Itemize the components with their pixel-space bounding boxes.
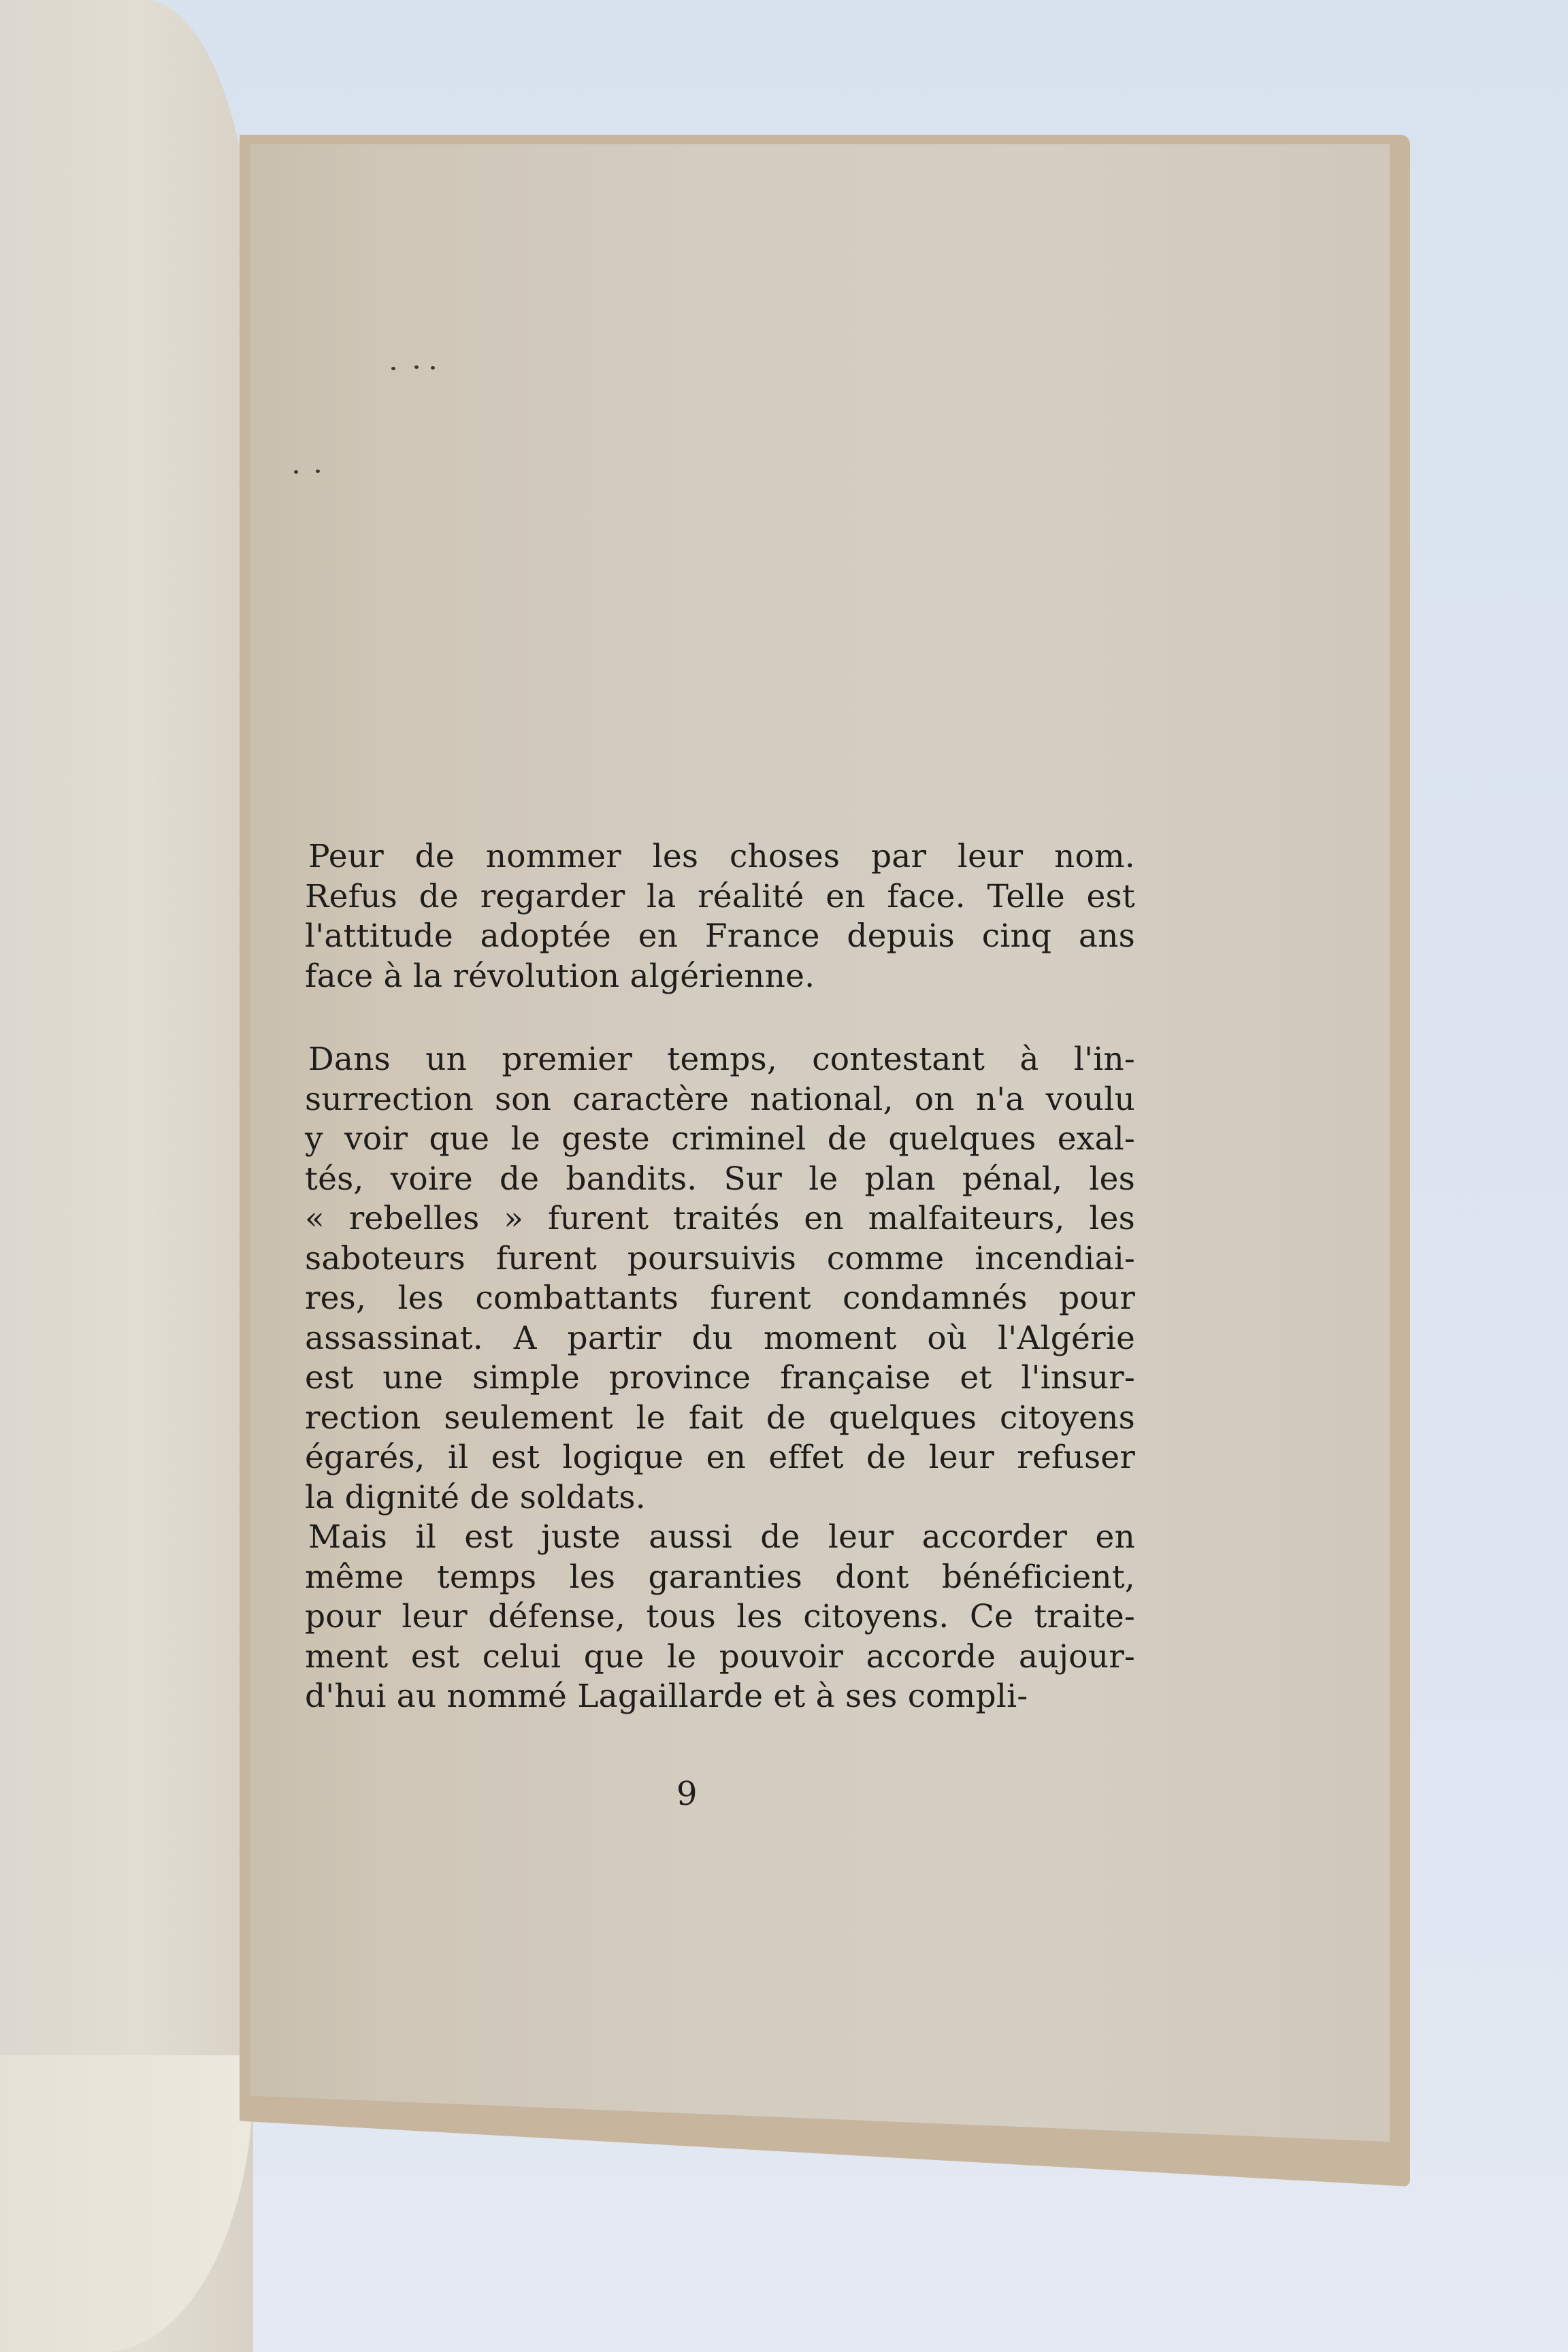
word: de — [766, 1399, 806, 1437]
word: l'attitude — [305, 917, 453, 955]
word: refuser — [1017, 1439, 1135, 1476]
word: citoyens. — [803, 1598, 949, 1635]
word: regarder — [480, 877, 625, 915]
word: Mais — [308, 1518, 388, 1556]
word: les — [1089, 1160, 1135, 1198]
word: même — [305, 1558, 404, 1596]
text-line — [305, 1478, 1135, 1518]
word: y — [305, 1120, 323, 1158]
word: ment — [305, 1637, 389, 1676]
word: il — [447, 1439, 469, 1476]
paragraph-3 — [305, 1518, 1135, 1717]
line-text: d'hui au nommé Lagaillarde et à ses compli- — [305, 1678, 1028, 1715]
word: de — [499, 1160, 540, 1198]
word: en — [826, 877, 866, 915]
word: les — [569, 1558, 616, 1596]
word: est — [305, 1359, 354, 1396]
word: le — [666, 1637, 697, 1676]
text-line — [305, 1677, 1135, 1717]
word: tous — [646, 1598, 716, 1635]
word: du — [691, 1319, 734, 1357]
word: garanties — [648, 1558, 802, 1596]
word: » — [504, 1200, 524, 1237]
word: quelques — [829, 1399, 977, 1437]
text-line — [305, 837, 1135, 877]
paragraph-1 — [305, 837, 1135, 996]
text-line — [305, 1319, 1135, 1359]
word: fait — [688, 1399, 743, 1437]
word: choses — [730, 838, 840, 875]
word: Ce — [969, 1598, 1014, 1635]
word: bandits. — [566, 1160, 698, 1198]
word: française — [780, 1359, 931, 1396]
word: il — [415, 1518, 436, 1556]
word: son — [494, 1080, 552, 1118]
word: que — [429, 1120, 490, 1158]
word: accorder — [921, 1518, 1068, 1556]
word: logique — [562, 1439, 684, 1476]
word: leur — [402, 1598, 468, 1635]
word: l'in- — [1073, 1041, 1135, 1078]
word: malfaiteurs, — [868, 1200, 1065, 1237]
text-line — [305, 1199, 1135, 1239]
word: comme — [826, 1239, 945, 1277]
word: rection — [305, 1399, 421, 1437]
text-line — [305, 1160, 1135, 1200]
word: et — [960, 1359, 992, 1396]
word: assassinat. — [305, 1319, 483, 1357]
text-line — [305, 1558, 1135, 1598]
word: plan — [864, 1160, 936, 1198]
word: ans — [1078, 917, 1135, 955]
word: voir — [344, 1120, 408, 1158]
word: dont — [835, 1558, 909, 1596]
word: que — [583, 1637, 644, 1676]
text-line — [305, 1358, 1135, 1399]
word: quelques — [888, 1120, 1036, 1158]
word: simple — [472, 1359, 580, 1396]
word: rebelles — [348, 1200, 480, 1237]
text-line — [305, 957, 1135, 997]
word: surrection — [305, 1080, 474, 1118]
word: nom. — [1054, 838, 1135, 875]
word: pouvoir — [719, 1637, 844, 1676]
page-number: 9 — [676, 1775, 698, 1813]
word: juste — [541, 1518, 621, 1556]
left-page-curl — [0, 0, 253, 2352]
ink-speck — [391, 367, 395, 370]
word: tés, — [305, 1160, 364, 1198]
word: furent — [547, 1200, 649, 1237]
word: celui — [482, 1637, 561, 1676]
ink-speck — [294, 470, 298, 474]
word: pénal, — [962, 1160, 1063, 1198]
word: en — [638, 917, 679, 955]
word: province — [608, 1359, 751, 1396]
text-line — [305, 1239, 1135, 1279]
text-line — [305, 917, 1135, 957]
word: pour — [1059, 1279, 1135, 1317]
text-line — [305, 1080, 1135, 1120]
word: est — [410, 1637, 460, 1676]
word: la — [647, 877, 676, 915]
word: en — [804, 1200, 844, 1237]
word: adoptée — [480, 917, 611, 955]
word: saboteurs — [305, 1239, 466, 1277]
word: premier — [502, 1041, 633, 1078]
word: furent — [710, 1279, 811, 1317]
word: face. — [887, 877, 966, 915]
word: Dans — [308, 1041, 391, 1078]
text-line — [305, 1279, 1135, 1319]
word: en — [1095, 1518, 1135, 1556]
word: seulement — [444, 1399, 613, 1437]
word: national, — [750, 1080, 894, 1118]
ink-speck — [414, 365, 419, 369]
text-line — [305, 1518, 1135, 1558]
word: Sur — [723, 1160, 783, 1198]
word: France — [704, 917, 820, 955]
word: furent — [495, 1239, 597, 1277]
word: A — [513, 1319, 537, 1357]
word: geste — [561, 1120, 650, 1158]
word: le — [510, 1120, 540, 1158]
word: pour — [305, 1598, 381, 1635]
word: de — [866, 1439, 906, 1476]
word: réalité — [698, 877, 804, 915]
word: Telle — [987, 877, 1065, 915]
word: leur — [928, 1439, 994, 1476]
word: défense, — [488, 1598, 626, 1635]
word: temps — [436, 1558, 537, 1596]
word: contestant — [812, 1041, 985, 1078]
word: Refus — [305, 877, 397, 915]
word: criminel — [671, 1120, 806, 1158]
word: voulu — [1045, 1080, 1135, 1118]
word: condamnés — [843, 1279, 1028, 1317]
word: de — [760, 1518, 800, 1556]
word: citoyens — [1000, 1399, 1135, 1437]
word: les — [397, 1279, 444, 1317]
word: les — [736, 1598, 783, 1635]
word: une — [382, 1359, 444, 1396]
body-text — [305, 837, 1135, 1717]
line-text: face à la révolution algérienne. — [305, 957, 815, 995]
word: bénéficient, — [941, 1558, 1135, 1596]
word: est — [464, 1518, 513, 1556]
word: depuis — [847, 917, 955, 955]
word: « — [305, 1200, 325, 1237]
word: res, — [305, 1279, 367, 1317]
word: est — [491, 1439, 540, 1476]
text-line — [305, 1597, 1135, 1637]
word: incendiai- — [975, 1239, 1135, 1277]
word: leur — [828, 1518, 894, 1556]
word: aussi — [649, 1518, 732, 1556]
word: poursuivis — [627, 1239, 797, 1277]
paragraph-2 — [305, 1040, 1135, 1518]
word: l'insur- — [1021, 1359, 1135, 1396]
word: exal- — [1057, 1120, 1135, 1158]
word: les — [1089, 1200, 1135, 1237]
text-line — [305, 1438, 1135, 1478]
word: où — [927, 1319, 968, 1357]
ink-speck — [316, 470, 320, 473]
word: accorde — [866, 1637, 996, 1676]
word: en — [706, 1439, 747, 1476]
word: l'Algérie — [998, 1319, 1135, 1357]
text-line — [305, 877, 1135, 917]
word: de — [414, 838, 455, 875]
word: égarés, — [305, 1439, 425, 1476]
word: de — [419, 877, 459, 915]
word: traite- — [1034, 1598, 1135, 1635]
word: cinq — [981, 917, 1052, 955]
text-line — [305, 1637, 1135, 1678]
word: le — [636, 1399, 666, 1437]
ink-speck — [431, 366, 435, 370]
word: est — [1086, 877, 1135, 915]
word: traités — [673, 1200, 780, 1237]
text-line — [305, 1040, 1135, 1080]
word: les — [652, 838, 699, 875]
word: caractère — [572, 1080, 730, 1118]
word: de — [827, 1120, 868, 1158]
word: Peur — [308, 838, 384, 875]
word: combattants — [475, 1279, 679, 1317]
text-line — [305, 1120, 1135, 1160]
line-text: la dignité de soldats. — [305, 1478, 646, 1516]
word: effet — [768, 1439, 844, 1476]
word: nommer — [485, 838, 621, 875]
word: leur — [957, 838, 1024, 875]
word: moment — [763, 1319, 897, 1357]
word: un — [425, 1041, 468, 1078]
word: aujour- — [1018, 1637, 1135, 1676]
word: le — [808, 1160, 838, 1198]
word: temps, — [667, 1041, 777, 1078]
word: n'a — [975, 1080, 1025, 1118]
word: à — [1019, 1041, 1039, 1078]
word: par — [870, 838, 927, 875]
word: partir — [567, 1319, 662, 1357]
word: voire — [390, 1160, 473, 1198]
word: on — [914, 1080, 955, 1118]
text-line — [305, 1399, 1135, 1439]
